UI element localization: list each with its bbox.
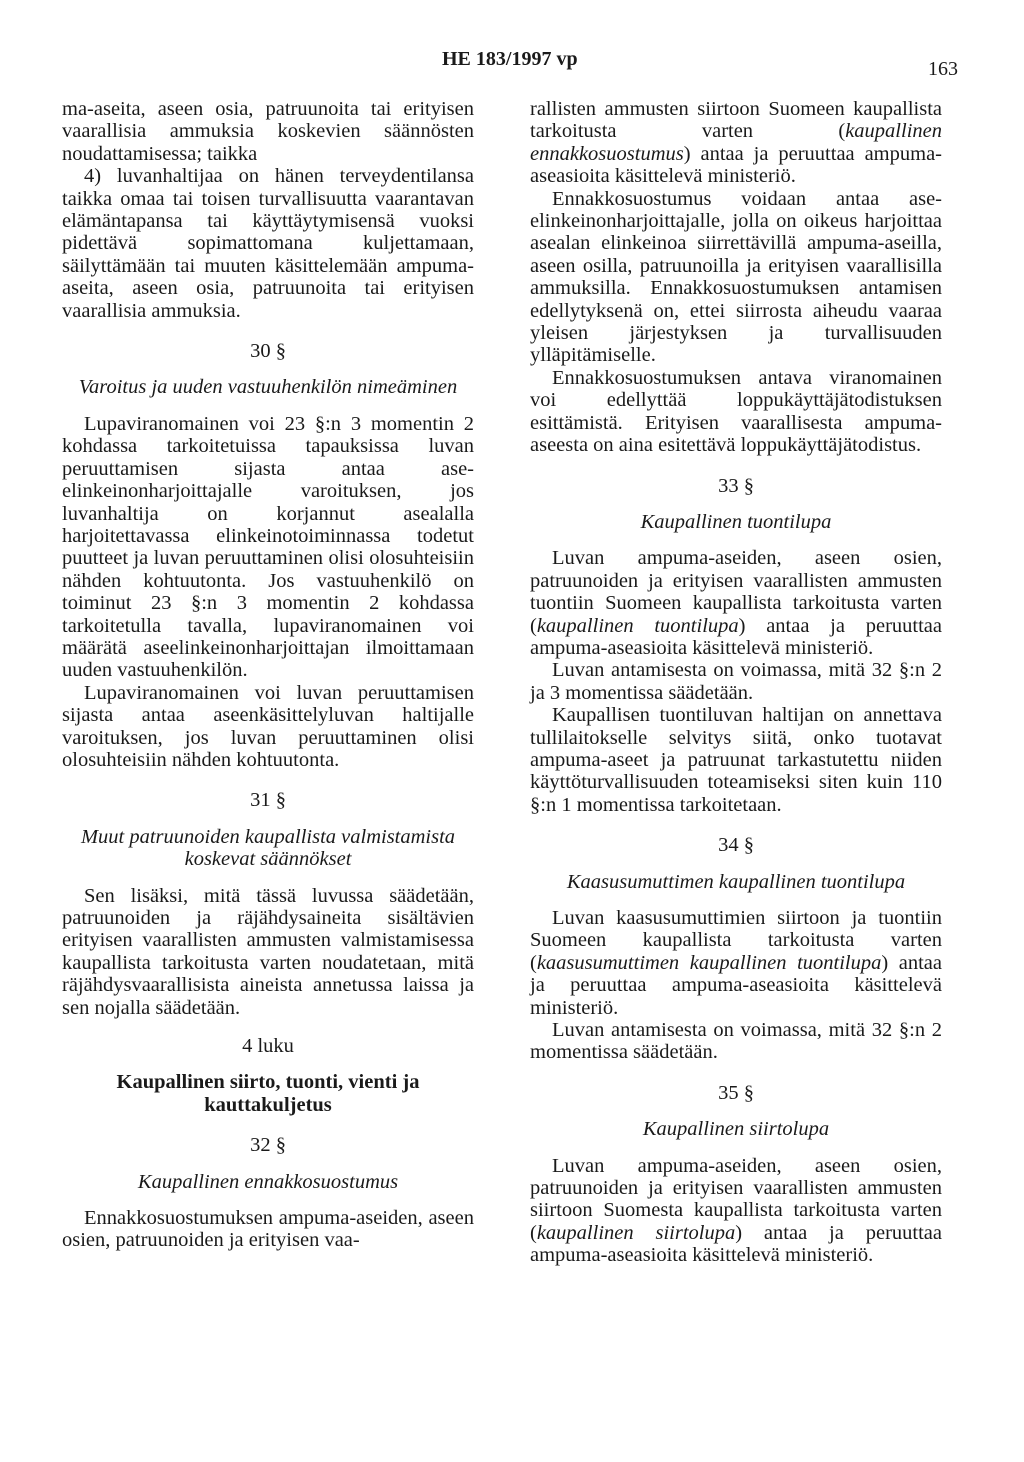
section-title-33: Kaupallinen tuontilupa — [640, 510, 832, 533]
document-id: HE 183/1997 vp — [442, 48, 578, 70]
chapter-title: Kaupallinen siirto, tuonti, vienti ja kauttakuljetus — [116, 1071, 420, 1116]
section-number-35: 35 § — [718, 1081, 754, 1104]
defined-term: kaupallinen ennakkosuostumus — [530, 120, 942, 165]
section-title-31: Muut patruunoiden kaupallista valmistamista koskevat säännökset — [80, 825, 456, 871]
defined-term: kaupallinen siirtolupa — [536, 1221, 736, 1244]
defined-term: kaupallinen tuontilupa — [536, 614, 739, 637]
paragraph: Lupaviranomainen voi luvan peruuttamisen sijasta antaa aseenkäsittelyluvan haltijalle varoituksen, jos luvan peruuttaminen olisi olosuhteisiin nähden kohtuutonta. — [62, 681, 474, 771]
defined-term: kaasusumuttimen kaupallinen tuontilupa — [536, 951, 882, 974]
paragraph: 4) luvanhaltijaa on hänen terveydentilansa taikka omaa tai toisen turvallisuutta vaarantavan elämäntapansa tai käyttäytymisensä vuoksi pidettävä sopimattomana kuljettamaan, säilyttämään tai muuten käsittelemään ampuma-aseita, aseen osia, patruunoita tai erityisen vaarallisia ammuksia. — [62, 165, 474, 322]
text-run: ) antaa ja peruuttaa ampuma-aseasioita käsittelevä ministeriö. — [530, 1221, 942, 1267]
page-header — [0, 48, 1024, 78]
section-title-30: Varoitus ja uuden vastuuhenkilön nimeäminen — [78, 376, 458, 399]
text-run: rallisten ammusten siirtoon Suomeen kaupallista tarkoitusta varten ( — [530, 98, 942, 143]
section-title-35: Kaupallinen siirtolupa — [642, 1118, 830, 1141]
paragraph — [530, 1155, 942, 1267]
left-column — [62, 98, 474, 1252]
paragraph: ma-aseita, aseen osia, patruunoita tai erityisen vaarallisia ammuksia koskevien säännösten noudattamisessa; taikka — [62, 98, 474, 165]
text-run: ) antaa ja peruuttaa ampuma-aseasioita käsittelevä ministeriö. — [530, 142, 942, 188]
paragraph — [530, 547, 942, 659]
text-run: ) antaa ja peruuttaa ampuma-aseasioita käsittelevä ministeriö. — [530, 951, 942, 1019]
paragraph — [530, 907, 942, 1019]
paragraph — [530, 98, 942, 188]
paragraph: Ennakkosuostumuksen ampuma-aseiden, aseen osien, patruunoiden ja erityisen vaa- — [62, 1207, 474, 1252]
paragraph: Ennakkosuostumus voidaan antaa ase-elinkeinonharjoittajalle, jolla on oikeus harjoittaa asealan elinkeinoa siirrettävillä ampuma-aseilla, aseen osilla, patruunoilla ja erityisen vaarallisilla ammuksilla. Ennakkosuostumuksen antamisen edellytyksenä on, ettei siirrosta aiheudu vaaraa yleisen järjestyksen ja turvallisuuden ylläpitämiselle. — [530, 187, 942, 367]
text-run: Luvan ampuma-aseiden, aseen osien, patruunoiden ja erityisen vaarallisten ammusten siirtoon Suomesta kaupallista tarkoitusta varten ( — [530, 1154, 942, 1244]
paragraph: Kaupallisen tuontiluvan haltijan on annettava tullilaitokselle selvitys siitä, onko tuotavat ampuma-aseet ja patruunat tarkastutettu niiden käyttöturvallisuuden toteamiseksi siten kuin 110 §:n 1 momentissa tarkoitetaan. — [530, 704, 942, 816]
page-number: 163 — [928, 58, 958, 80]
chapter-number: 4 luku — [242, 1035, 294, 1058]
section-number-34: 34 § — [718, 834, 754, 857]
section-number-31: 31 § — [250, 789, 286, 812]
paragraph: Sen lisäksi, mitä tässä luvussa säädetään, patruunoiden ja räjähdysaineita sisältävien erityisen vaarallisten ammusten valmistamisessa kaupallista tarkoitusta varten noudatetaan, mitä räjähdysvaarallisista aineista annetussa laissa ja sen nojalla säädetään. — [62, 884, 474, 1019]
paragraph: Luvan antamisesta on voimassa, mitä 32 §:n 2 ja 3 momentissa säädetään. — [530, 659, 942, 704]
paragraph: Luvan antamisesta on voimassa, mitä 32 §:n 2 momentissa säädetään. — [530, 1019, 942, 1064]
section-title-32: Kaupallinen ennakkosuostumus — [137, 1170, 399, 1193]
text-run: ) antaa ja peruuttaa ampuma-aseasioita käsittelevä ministeriö. — [530, 614, 942, 659]
section-title-34: Kaasusumuttimen kaupallinen tuontilupa — [566, 870, 906, 893]
text-run: Luvan ampuma-aseiden, aseen osien, patruunoiden ja erityisen vaarallisten ammusten tuontiin Suomeen kaupallista tarkoitusta varten ( — [530, 547, 942, 637]
paragraph: Ennakkosuostumuksen antava viranomainen voi edellyttää loppukäyttäjätodistuksen esittämistä. Erityisen vaarallisesta ampuma-aseesta on aina esitettävä loppukäyttäjätodistus. — [530, 366, 942, 457]
text-run: Luvan kaasusumuttimien siirtoon ja tuontiin Suomeen kaupallista tarkoitusta varten ( — [530, 907, 942, 974]
paragraph: Lupaviranomainen voi 23 §:n 3 momentin 2 kohdassa tarkoitetuissa tapauksissa luvan peruuttamisen sijasta antaa ase-elinkeinonharjoittajalle varoituksen, jos luvanhaltija on korjannut asealalla harjoitettavassa elinkeinotoiminnassa todetut puutteet ja luvan peruuttaminen olisi olosuhteisiin nähden kohtuutonta. Jos vastuuhenkilö on toiminut 23 §:n 3 momentin 2 kohdassa tarkoitetulla tavalla, lupaviranomainen voi määrätä aseelinkeinonharjoittajan ilmoittamaan uuden vastuuhenkilön. — [62, 412, 474, 682]
section-number-30: 30 § — [250, 340, 286, 363]
section-number-33: 33 § — [718, 474, 754, 497]
right-column — [530, 98, 942, 1267]
section-number-32: 32 § — [250, 1134, 286, 1157]
